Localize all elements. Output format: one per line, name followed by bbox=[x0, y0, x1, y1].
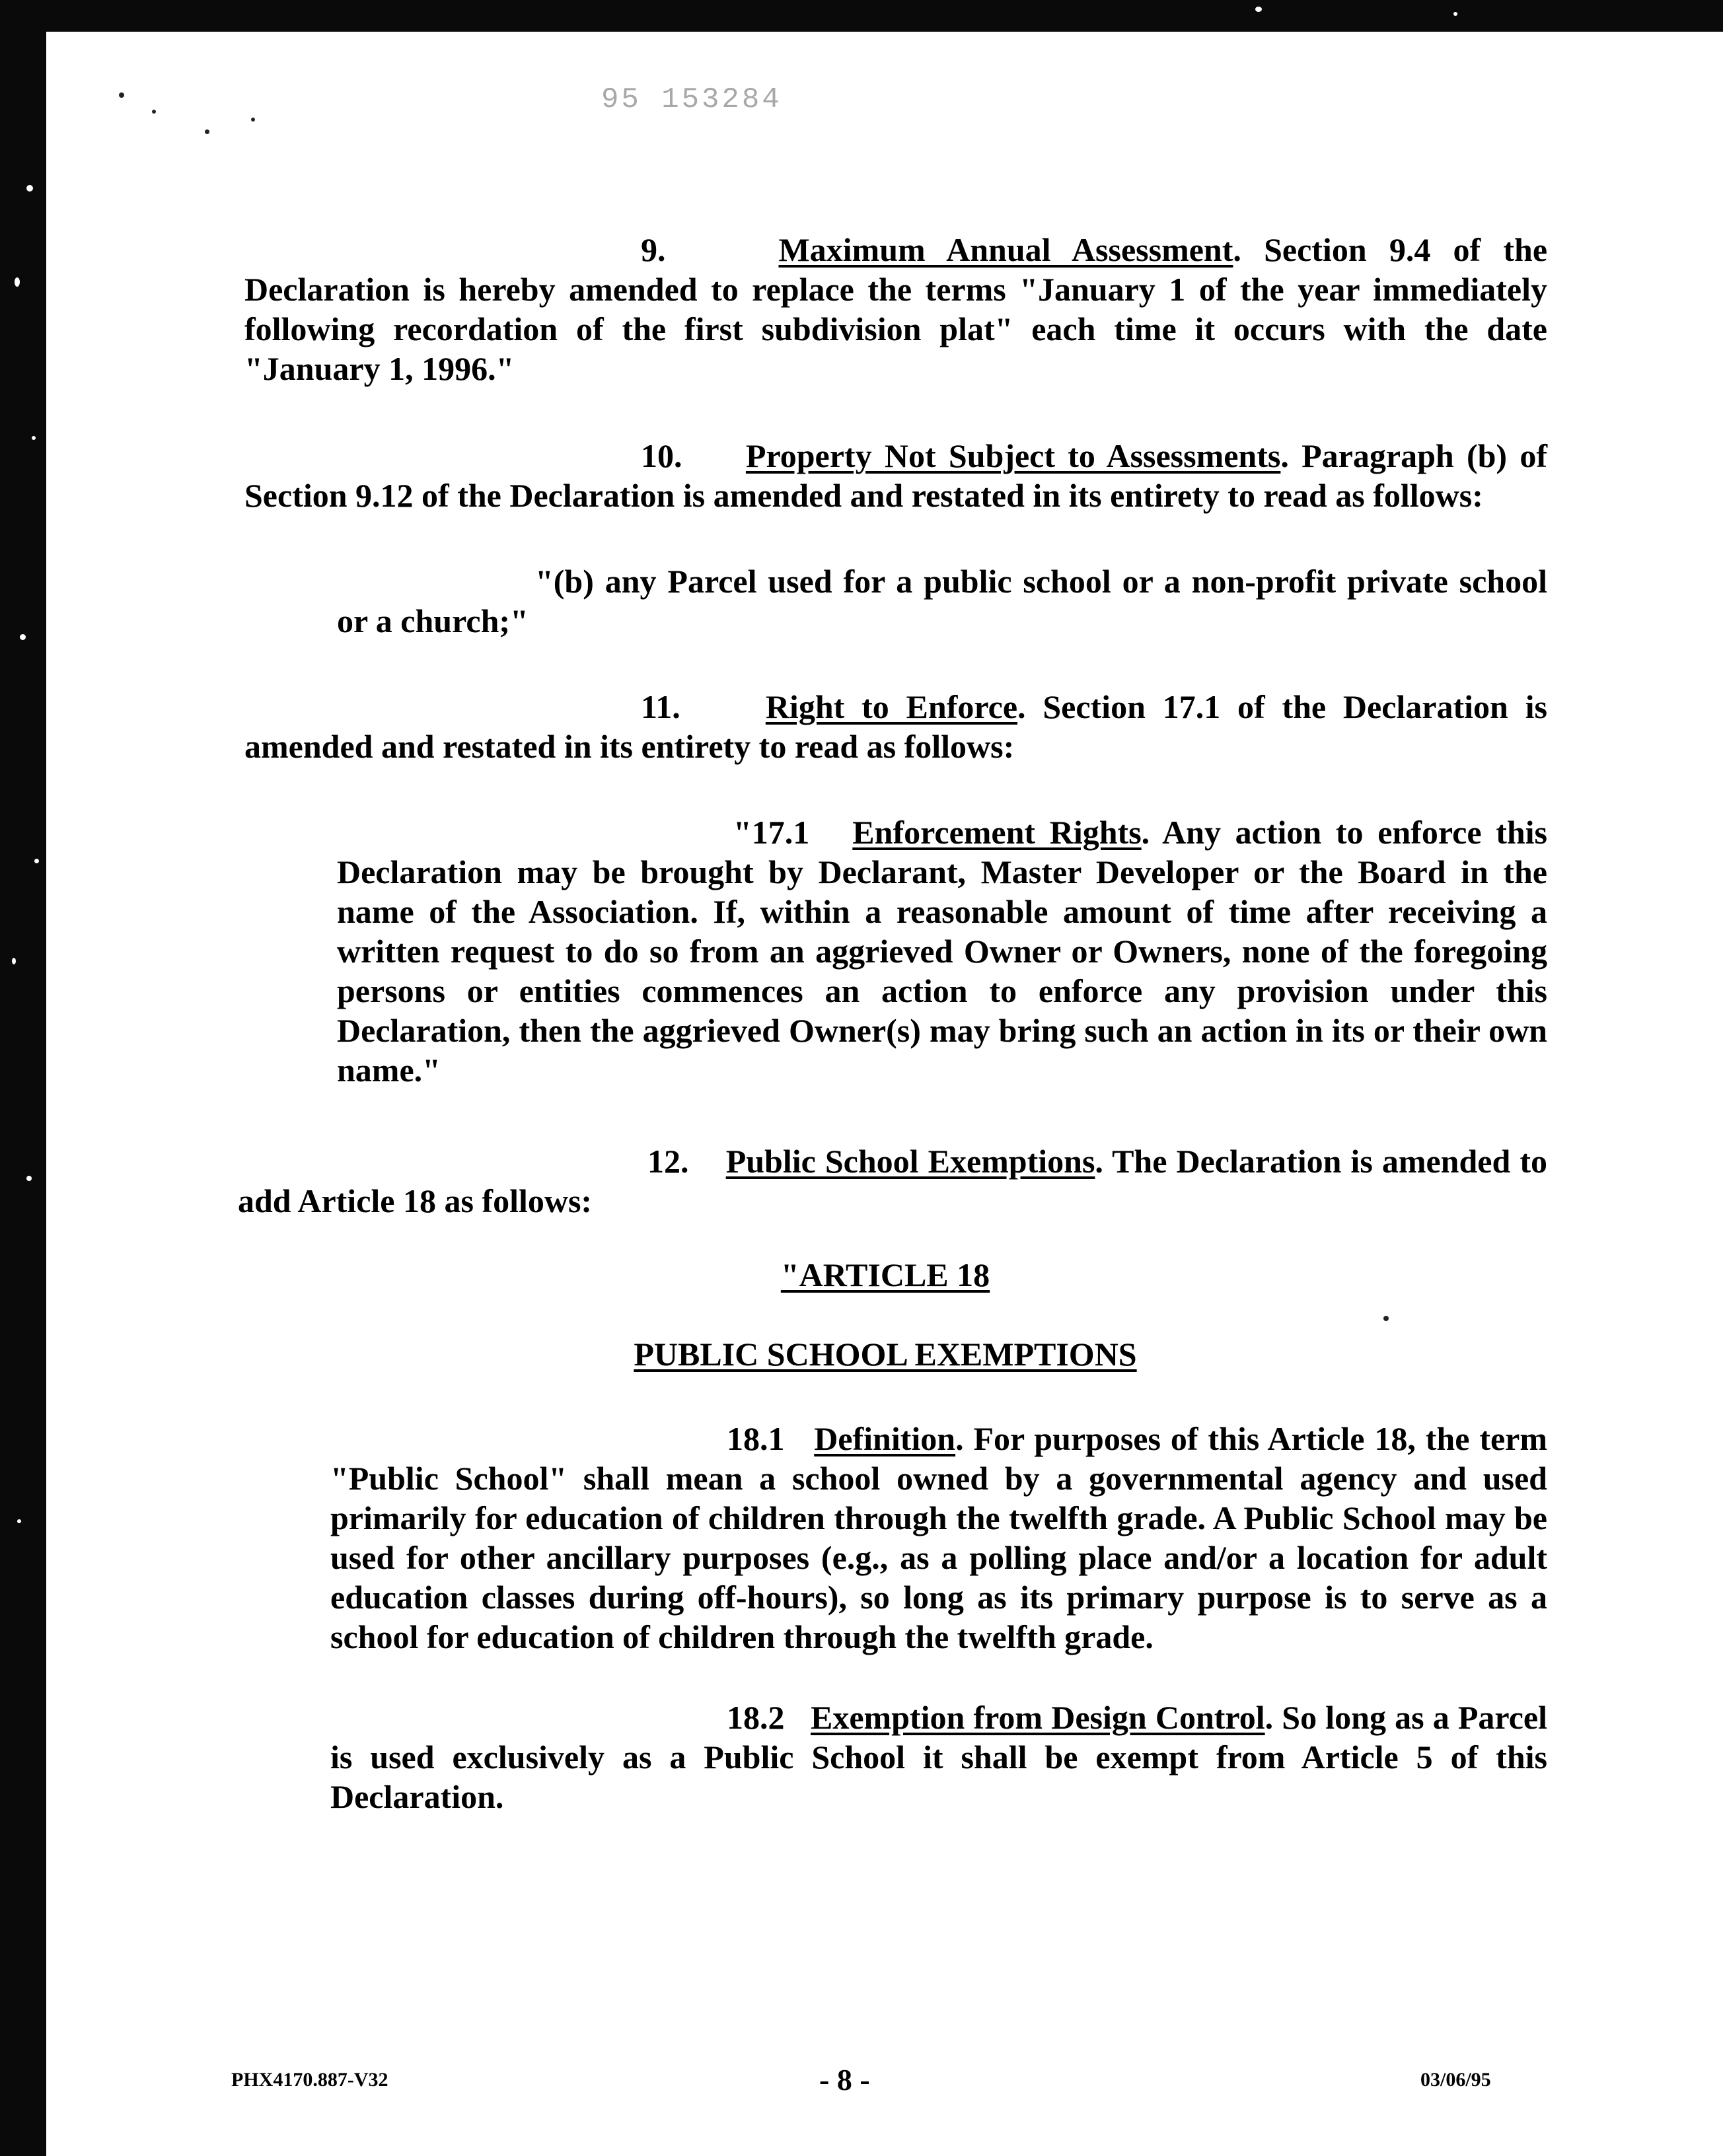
section-number: 10. bbox=[641, 437, 682, 474]
section-9 bbox=[244, 230, 1547, 388]
section-18-1 bbox=[330, 1419, 1547, 1657]
section-text: . Section 9.4 of the Declaration is hereby amended to replace the terms "January 1 of the year immediately following recordation of the first subdivision plat" each time it occurs with the date "January 1, 1996." bbox=[244, 231, 1548, 387]
footer-document-id: PHX4170.887-V32 bbox=[231, 2069, 388, 2091]
section-number: 18.2 bbox=[727, 1699, 785, 1736]
document-page bbox=[46, 32, 1723, 2156]
section-11 bbox=[244, 687, 1547, 766]
article-heading: "ARTICLE 18 bbox=[780, 1256, 990, 1293]
section-number: "17.1 bbox=[733, 814, 810, 851]
quote-text: "(b) any Parcel used for a public school or a non-profit private school or a church;" bbox=[337, 563, 1547, 639]
section-title: Maximum Annual Assessment bbox=[778, 231, 1233, 268]
section-18-2 bbox=[330, 1698, 1547, 1816]
document-stamp: 95 153284 bbox=[601, 83, 782, 116]
section-text: . The Declaration is amended to add Article 18 as follows: bbox=[238, 1143, 1547, 1219]
article-subheading: PUBLIC SCHOOL EXEMPTIONS bbox=[634, 1336, 1137, 1373]
section-title: Right to Enforce bbox=[765, 688, 1018, 725]
page-number: - 8 - bbox=[819, 2063, 870, 2097]
section-text: . For purposes of this Article 18, the term "Public School" shall mean a school owned by a governmental agency and used primarily for education of children through the twelfth grade. A Public School may be used for other ancillary purposes (e.g., as a polling place and/or a location for adult education classes during off-hours), so long as its primary purpose is to serve as a school for education of children through the twelfth grade. bbox=[330, 1420, 1548, 1655]
section-title: Property Not Subject to Assessments bbox=[745, 437, 1281, 474]
section-number: 11. bbox=[641, 688, 680, 725]
section-text: . Section 17.1 of the Declaration is amended and restated in its entirety to read as follows: bbox=[244, 688, 1548, 765]
quoted-paragraph-b bbox=[337, 561, 1547, 641]
section-title: Enforcement Rights bbox=[852, 814, 1142, 851]
section-10 bbox=[244, 436, 1547, 515]
section-title: Definition bbox=[814, 1420, 956, 1457]
section-number: 9. bbox=[641, 231, 666, 268]
section-17-1 bbox=[337, 812, 1547, 1090]
section-title: Exemption from Design Control bbox=[810, 1699, 1265, 1736]
section-12 bbox=[238, 1141, 1547, 1221]
section-number: 12. bbox=[647, 1143, 689, 1180]
section-number: 18.1 bbox=[727, 1420, 785, 1457]
section-text: . Paragraph (b) of Section 9.12 of the Declaration is amended and restated in its entirety to read as follows: bbox=[244, 437, 1548, 514]
section-title: Public School Exemptions bbox=[725, 1143, 1095, 1180]
footer-date: 03/06/95 bbox=[1420, 2069, 1491, 2091]
section-text: . So long as a Parcel is used exclusively as a Public School it shall be exempt from Article 5 of this Declaration. bbox=[330, 1699, 1547, 1815]
section-text: . Any action to enforce this Declaration may be brought by Declarant, Master Developer or the Board in the name of the Association. If, within a reasonable amount of time after receiving a written request to do so from an aggrieved Owner or Owners, none of the foregoing persons or entities commences an action to enforce any provision under this Declaration, then the aggrieved Owner(s) may bring such an action in its or their own name." bbox=[337, 814, 1547, 1089]
